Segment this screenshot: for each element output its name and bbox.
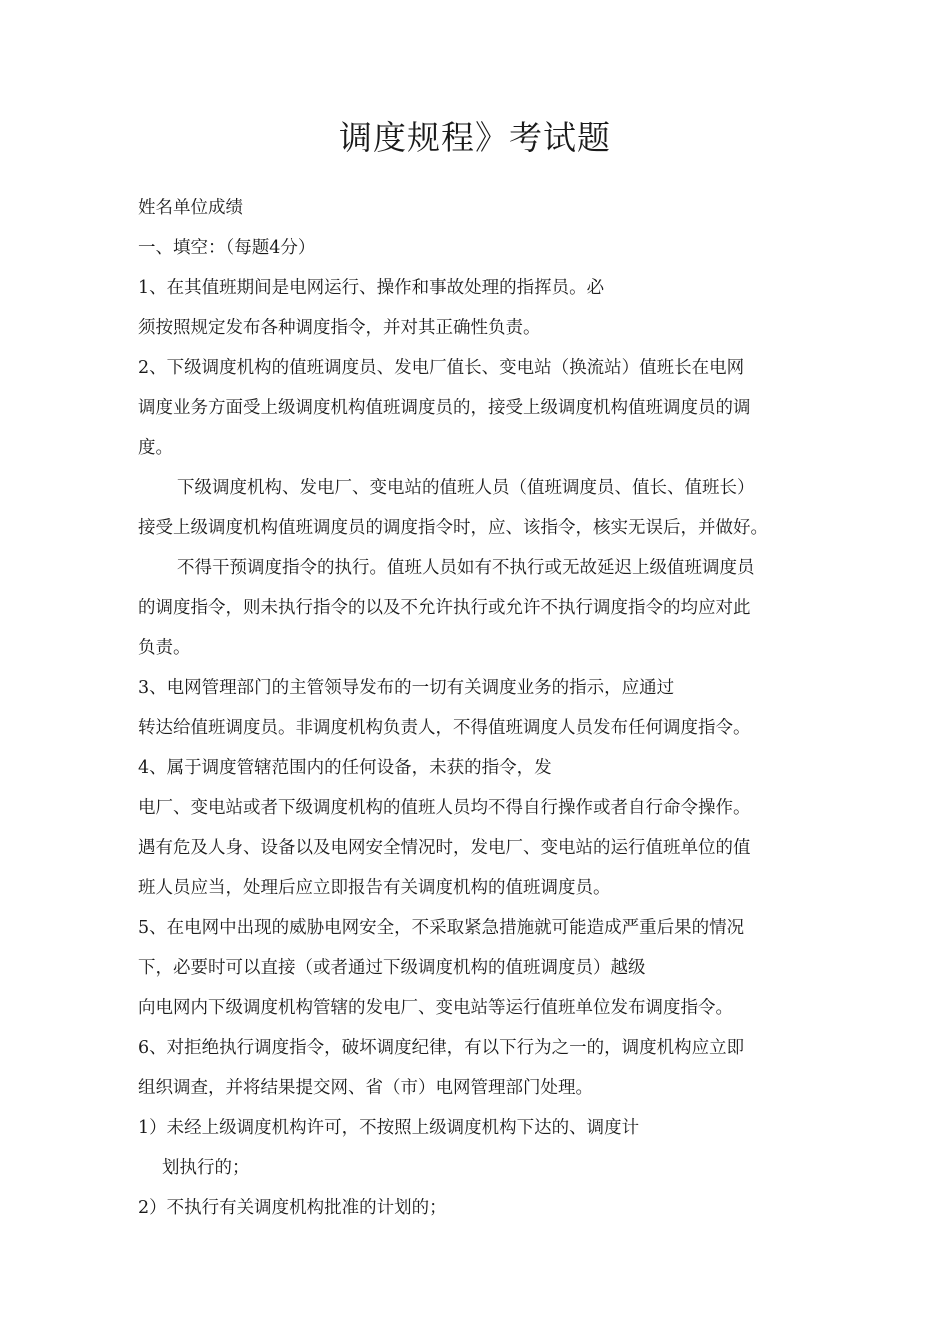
- question-1-line: 须按照规定发布各种调度指令，并对其正确性负责。: [138, 318, 541, 338]
- question-5-line: 下，必要时可以直接（或者通过下级调度机构的值班调度员）越级: [138, 958, 646, 978]
- question-4-line: 班人员应当，处理后应立即报告有关调度机构的值班调度员。: [138, 878, 611, 898]
- question-2-line: 调度业务方面受上级调度机构值班调度员的，接受上级调度机构值班调度员的调: [138, 398, 751, 418]
- question-4-line: 电厂、变电站或者下级调度机构的值班人员均不得自行操作或者自行命令操作。: [138, 798, 751, 818]
- paragraph-line: 下级调度机构、发电厂、变电站的值班人员（值班调度员、值长、值班长）: [177, 478, 755, 498]
- question-3-line: 3、电网管理部门的主管领导发布的一切有关调度业务的指示，应通过: [138, 678, 675, 698]
- question-1-line: 1、在其值班期间是电网运行、操作和事故处理的指挥员。必: [138, 278, 605, 298]
- question-5-line: 5、在电网中出现的威胁电网安全，不采取紧急措施就可能造成严重后果的情况: [138, 918, 745, 938]
- question-4-line: 4、属于调度管辖范围内的任何设备，未获的指令，发: [138, 758, 552, 778]
- paragraph-line: 不得干预调度指令的执行。值班人员如有不执行或无故延迟上级值班调度员: [177, 558, 755, 578]
- section-heading: 一、填空：（每题4分）: [138, 238, 316, 258]
- list-item-1: 1）未经上级调度机构许可，不按照上级调度机构下达的、调度计: [138, 1118, 640, 1138]
- question-2-line: 2、下级调度机构的值班调度员、发电厂值长、变电站（换流站）值班长在电网: [138, 358, 745, 378]
- question-3-line: 转达给值班调度员。非调度机构负责人，不得值班调度人员发布任何调度指令。: [138, 718, 751, 738]
- question-2-line: 度。: [138, 438, 173, 458]
- question-4-line: 遇有危及人身、设备以及电网安全情况时，发电厂、变电站的运行值班单位的值: [138, 838, 751, 858]
- question-6-line: 组织调查，并将结果提交网、省（市）电网管理部门处理。: [138, 1078, 593, 1098]
- list-item-1-continued: 划执行的；: [162, 1158, 250, 1178]
- question-6-line: 6、对拒绝执行调度指令，破坏调度纪律，有以下行为之一的，调度机构应立即: [138, 1038, 745, 1058]
- paragraph-line: 负责。: [138, 638, 191, 658]
- list-item-2: 2）不执行有关调度机构批准的计划的；: [138, 1198, 447, 1218]
- question-5-line: 向电网内下级调度机构管辖的发电厂、变电站等运行值班单位发布调度指令。: [138, 998, 733, 1018]
- document-title: 调度规程》考试题: [339, 118, 611, 157]
- paragraph-line: 接受上级调度机构值班调度员的调度指令时，应、该指令，核实无误后，并做好。: [138, 518, 768, 538]
- name-unit-score-line: 姓名单位成绩: [138, 198, 243, 218]
- paragraph-line: 的调度指令，则未执行指令的以及不允许执行或允许不执行调度指令的均应对此: [138, 598, 751, 618]
